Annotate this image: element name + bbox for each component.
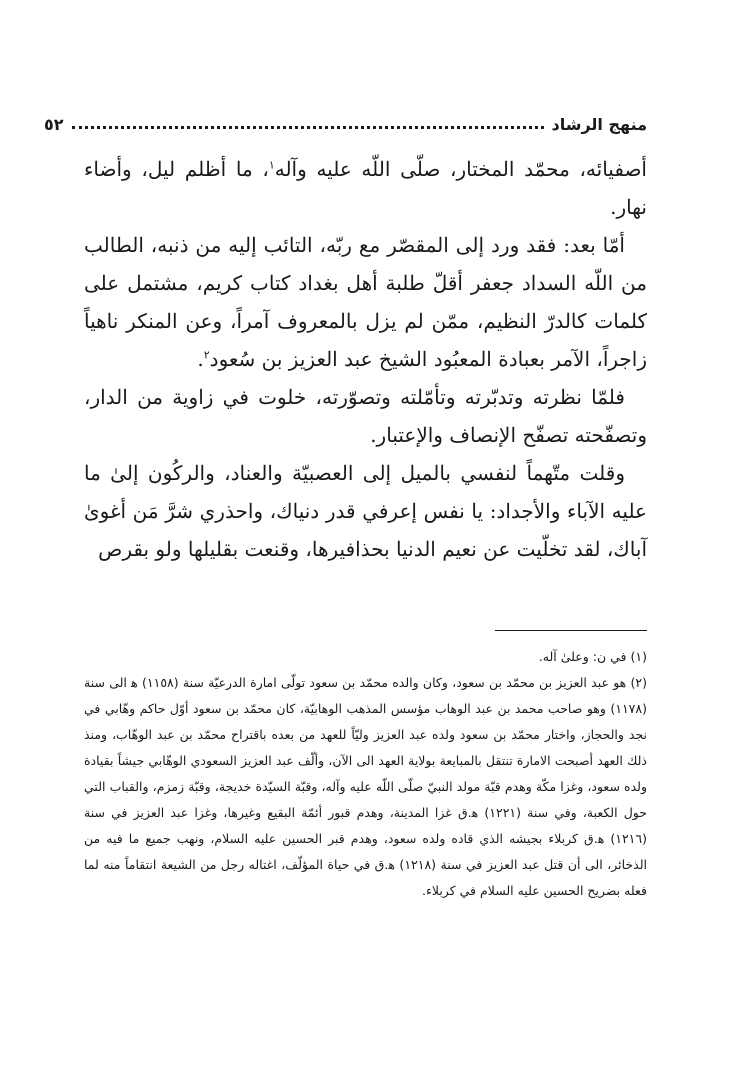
paragraph-3: فلمّا نظرته وتدبّرته وتأمّلته وتصوّرته، خلوت في زاوية من الدار، وتصفّحته تصفّح الإنصاف والإعتبار. — [84, 385, 647, 447]
paragraph-4: وقلت متّهماً لنفسي بالميل إلى العصبيّة والعناد، والركُون إلىٰ ما عليه الآباء والأجداد: يا نفس إعرفي قدر دنياك، واحذري شرَّ مَن أغوىٰ آباك، لقد تخلّيت عن نعيم الدنيا بحذافيرها، وقنعت بقليلها ولو بقرص — [84, 461, 647, 561]
page-number: ٥٢ — [44, 115, 64, 134]
paragraph-1 — [84, 150, 647, 226]
footnote-1: (١) في ن: وعلىٰ آله. — [538, 649, 647, 664]
footnote-separator — [495, 630, 647, 631]
running-title: منهج الرشاد — [551, 115, 647, 134]
paragraph-1-end: ، ما أظلم ليل، وأضاء نهار. — [84, 157, 647, 219]
running-header — [44, 108, 647, 134]
footnote-ref-1: ١ — [268, 158, 275, 172]
paragraph-2-text: أمّا بعد: فقد ورد إلى المقصّر مع ربّه، التائب إليه من ذنبه، الطالب من اللّه السداد جعفر أقلّ طلبة أهل بغداد كتاب كريم، مشتمل على كلمات كالدرّ النظيم، ممّن لم يزل بالمعروف آمراً، وعن المنكر ناهياً زاجراً، الآمر بعبادة المعبُود الشيخ عبد العزيز بن سُعود — [84, 233, 647, 371]
paragraph-2 — [84, 226, 647, 378]
paragraph-1-text: أصفيائه، محمّد المختار، صلّى اللّه عليه وآله — [274, 157, 647, 181]
footnotes — [84, 644, 647, 904]
footnote-2: (٢) هو عبد العزيز بن محمّد بن سعود، وكان والده محمّد بن سعود تولّى امارة الدرعيّة سنة (١١٥٨) ﻫ الى سنة (١١٧٨) وهو صاحب محمد بن عبد الوهاب مؤسس المذهب الوهابيّة، كان محمّد بن سعود أوّل حاكم وهّابي في نجد والحجاز، واختار محمّد بن سعود ولده عبد العزيز وليّاً للعهد من بعده باقتراح محمّد بن عبد الوهّاب، ومنذ ذلك العهد أصبحت الامارة تنتقل بالمبايعة بولاية العهد الى الآن، وألّف عبد العزيز السعودي الوهّابي جيشاً بقيادة ولده سعود، وغزا مكّة وهدم قبّة مولد النبيّ صلّى اللّه عليه وآله، وقبّة السيّدة خديجة، وقبّة زمزم، والقباب التي حول الكعبة، وفي سنة (١٢٢١) ﻫ.ق غزا المدينة، وهدم قبور أئمّة البقيع وغيرها، وغزا عبد العزيز في سنة (١٢١٦) ﻫ.ق كربلاء بجيشه الذي قاده ولده سعود، وهدم قبر الحسين عليه السلام، ونهب جميع ما فيه من الذخائر، الى أن قتل عبد العزيز في سنة (١٢١٨) ﻫ.ق في حياة المؤلّف، اغتاله رجل من الشيعة انتقاماً منه لما فعله بضريح الحسين عليه السلام في كربلاء. — [84, 675, 647, 898]
header-dot-leader — [72, 126, 544, 129]
main-text — [84, 150, 647, 568]
footnote-ref-2: ٢ — [203, 348, 210, 362]
paragraph-2-end: . — [197, 347, 204, 371]
